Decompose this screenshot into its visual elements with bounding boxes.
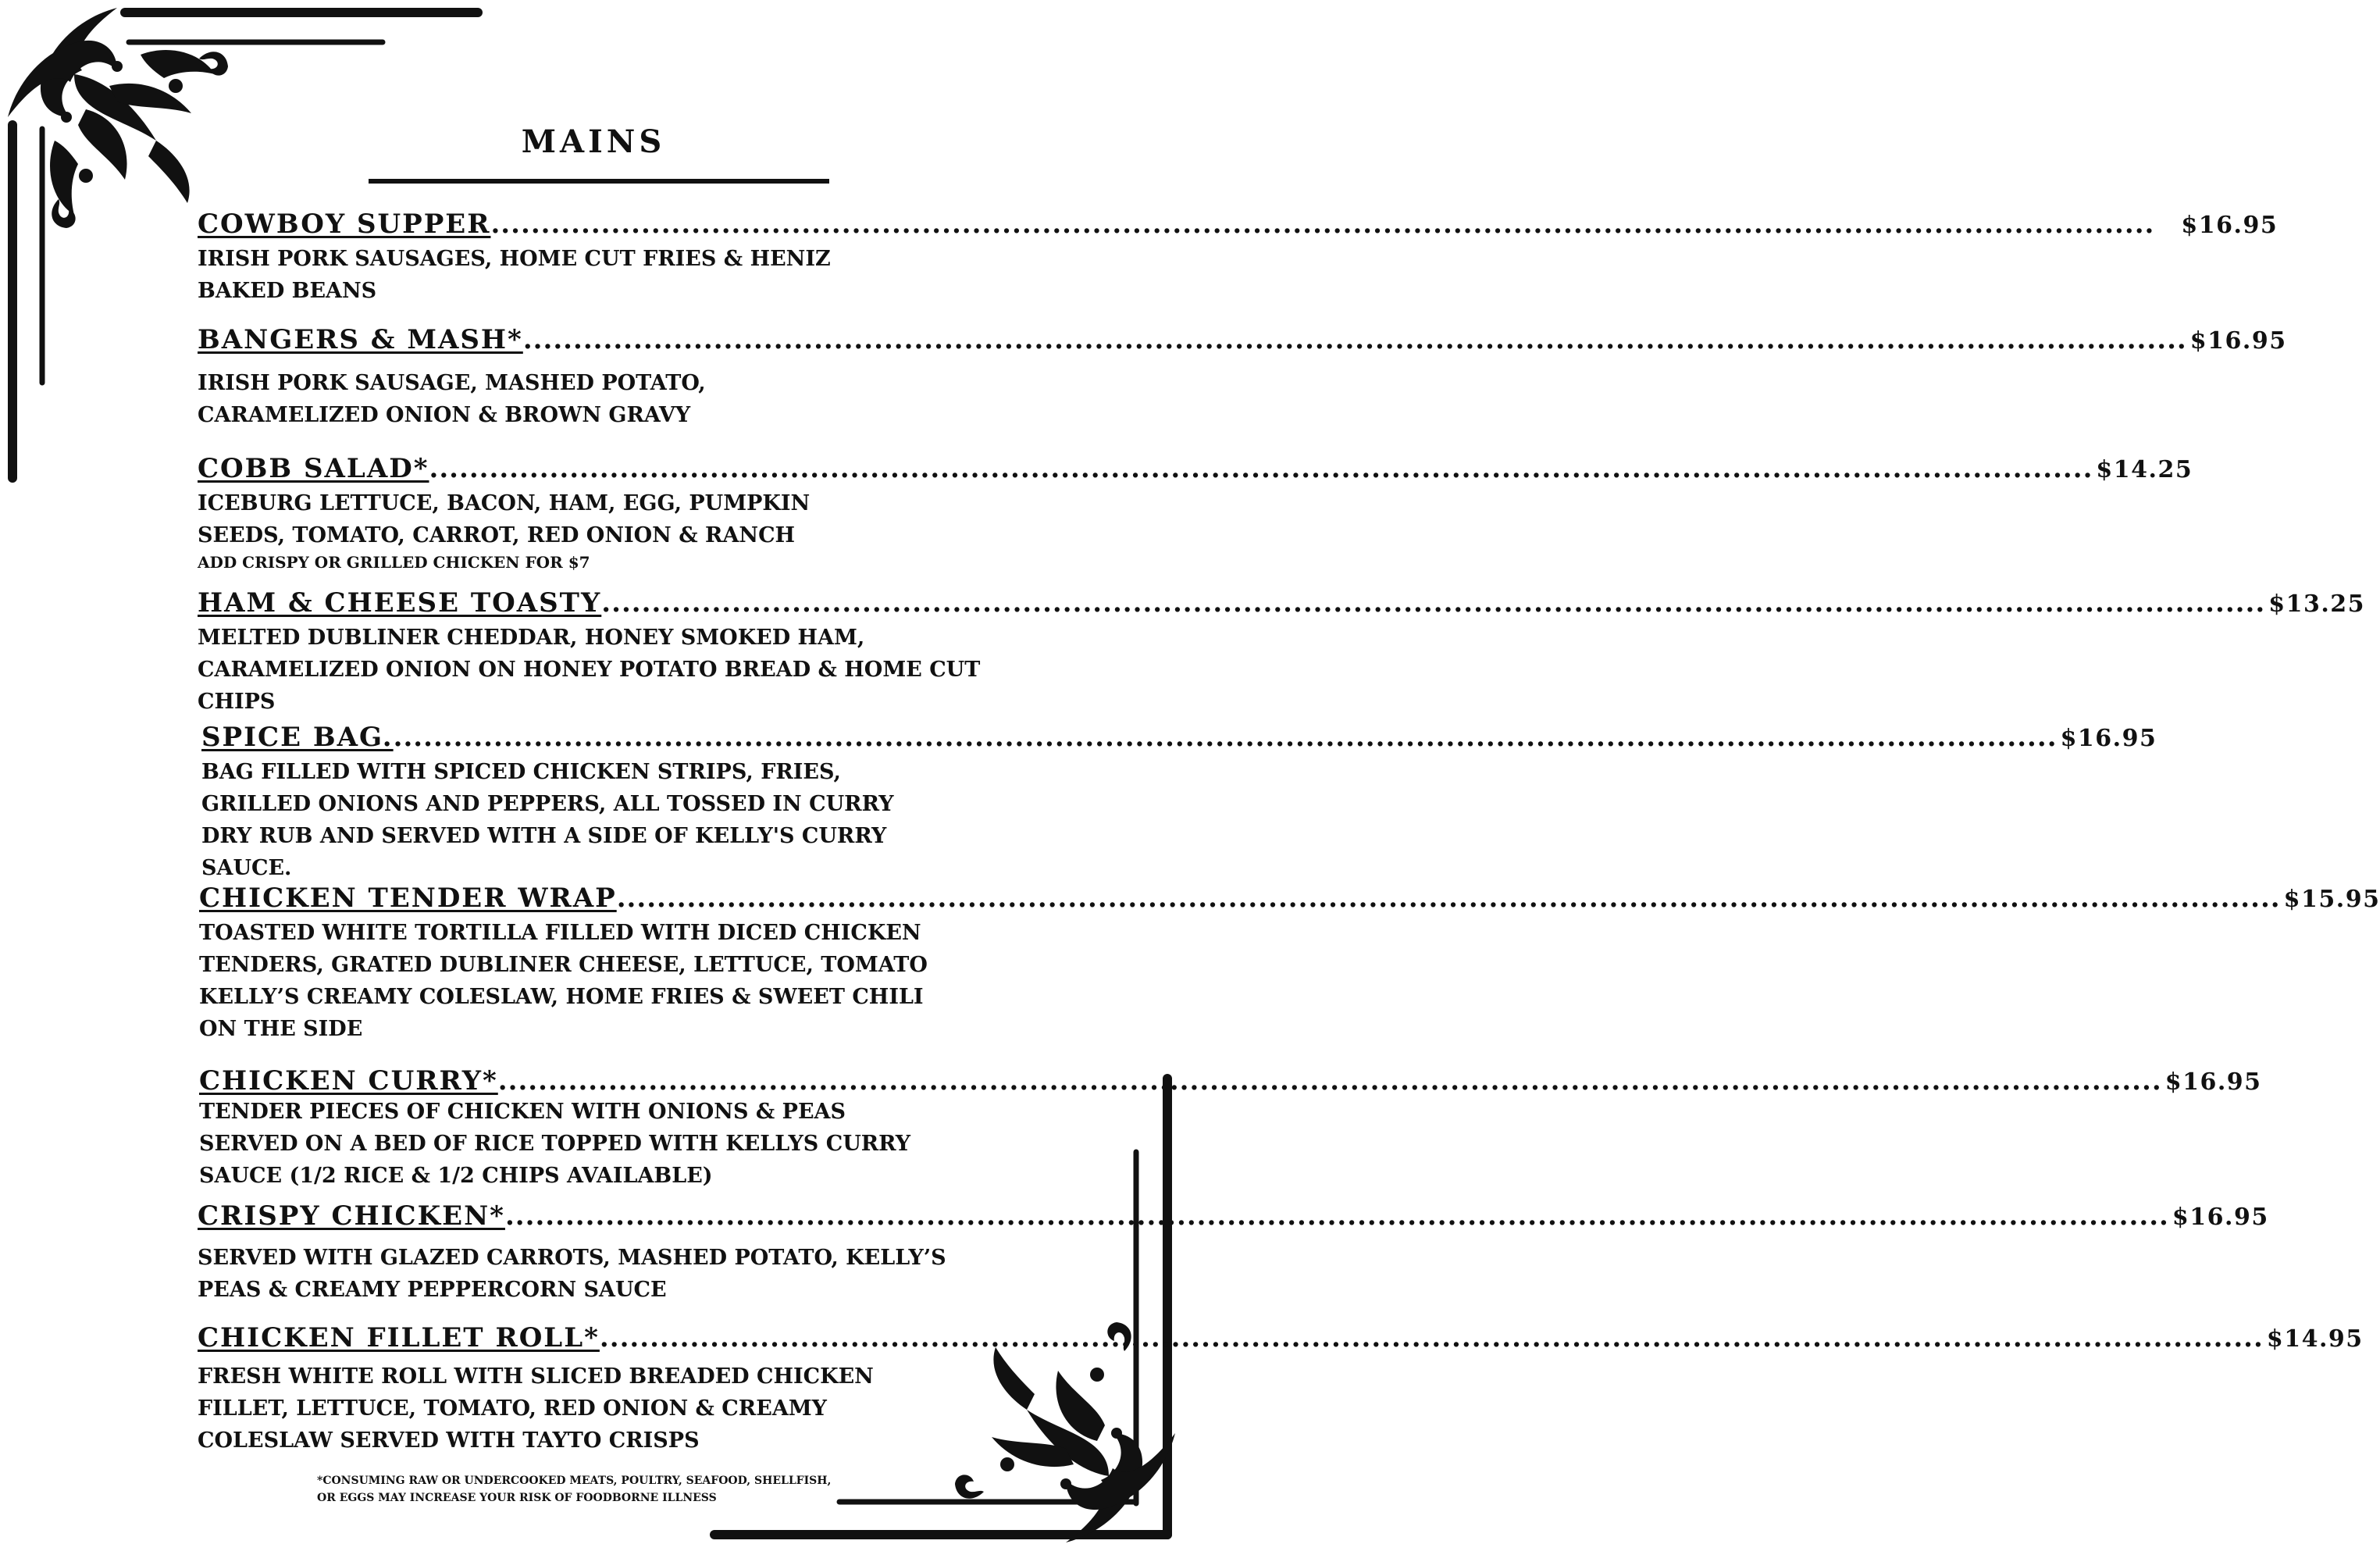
allergy-disclaimer	[317, 1472, 864, 1507]
menu-item-name: CHICKEN CURRY*	[199, 1065, 498, 1097]
dot-leader	[523, 323, 2187, 356]
dot-leader	[505, 1200, 2169, 1232]
menu-item-description: TENDER PIECES OF CHICKEN WITH ONIONS & PEAS SERVED ON A BED OF RICE TOPPED WITH KELLYS CURRY SAUCE (1/2 RICE & 1/2 CHIPS AVAILABLE)	[199, 1100, 911, 1188]
menu-item-name: SPICE BAG.	[201, 722, 394, 753]
menu-item-price: $16.95	[2189, 327, 2287, 355]
menu-item-description: BAG FILLED WITH SPICED CHICKEN STRIPS, FRIES, GRILLED ONIONS AND PEPPERS, ALL TOSSED IN CURRY DRY RUB AND SERVED WITH A SIDE OF KELLY'S CURRY SAUCE.	[201, 760, 894, 880]
disclaimer-line: OR EGGS MAY INCREASE YOUR RISK OF FOODBORNE ILLNESS	[317, 1492, 717, 1504]
dot-leader	[394, 721, 2058, 754]
menu-item	[198, 452, 2193, 573]
menu-item-name: COWBOY SUPPER	[198, 209, 491, 240]
menu-item-addon-note: ADD CRISPY OR GRILLED CHICKEN FOR $7	[198, 553, 590, 572]
menu-item-description: ICEBURG LETTUCE, BACON, HAM, EGG, PUMPKIN SEEDS, TOMATO, CARROT, RED ONION & RANCH	[198, 491, 811, 547]
menu-item-price: $16.95	[2181, 212, 2278, 239]
menu-item	[199, 882, 2380, 1045]
menu-item-description: TOASTED WHITE TORTILLA FILLED WITH DICED CHICKEN TENDERS, GRATED DUBLINER CHEESE, LETTUCE, TOMATO KELLY’S CREAMY COLESLAW, HOME FRIES & SWEET CHILI ON THE SIDE	[199, 921, 928, 1041]
menu-item-price: $15.95	[2283, 886, 2380, 913]
menu-item-price: $14.95	[2266, 1325, 2364, 1353]
page-title: MAINS	[521, 123, 666, 160]
menu-item-description: FRESH WHITE ROLL WITH SLICED BREADED CHICKEN FILLET, LETTUCE, TOMATO, RED ONION & CREAMY COLESLAW SERVED WITH TAYTO CRISPS	[198, 1364, 874, 1453]
menu-item	[198, 208, 2278, 307]
menu-item-price: $16.95	[2172, 1204, 2269, 1231]
dot-leader	[617, 882, 2281, 915]
menu-item-header	[198, 323, 2287, 358]
menu-item-description: IRISH PORK SAUSAGES, HOME CUT FRIES & HENIZ BAKED BEANS	[198, 247, 831, 303]
menu-item	[198, 323, 2287, 431]
menu-item-header	[198, 1321, 2364, 1356]
menu-item-description: MELTED DUBLINER CHEDDAR, HONEY SMOKED HAM, CARAMELIZED ONION ON HONEY POTATO BREAD & HOME CUT CHIPS	[198, 626, 981, 714]
title-divider	[369, 179, 829, 184]
dot-leader	[490, 208, 2178, 241]
menu-item-header	[199, 882, 2380, 916]
dot-leader	[601, 587, 2265, 619]
menu-item-price: $16.95	[2164, 1068, 2262, 1096]
disclaimer-line: *CONSUMING RAW OR UNDERCOOKED MEATS, POULTRY, SEAFOOD, SHELLFISH,	[317, 1475, 832, 1487]
menu-item	[198, 1321, 2364, 1457]
dot-leader	[498, 1065, 2162, 1097]
menu-item-name: CRISPY CHICKEN*	[198, 1200, 505, 1232]
menu-item-header	[198, 452, 2193, 487]
menu-item-header	[198, 208, 2278, 242]
menu-item-name: HAM & CHEESE TOASTY	[198, 587, 602, 619]
dot-leader	[600, 1321, 2264, 1354]
menu-item-name: COBB SALAD*	[198, 453, 429, 484]
menu-item	[198, 1200, 2269, 1306]
menu-item	[198, 587, 2366, 718]
menu-item-header	[201, 721, 2157, 755]
menu-item-name: CHICKEN FILLET ROLL*	[198, 1322, 600, 1353]
menu-item-description: SERVED WITH GLAZED CARROTS, MASHED POTATO, KELLY’S PEAS & CREAMY PEPPERCORN SAUCE	[198, 1246, 946, 1302]
menu-item-price: $16.95	[2060, 725, 2157, 752]
menu-item-name: CHICKEN TENDER WRAP	[199, 883, 617, 914]
menu-item-price: $14.25	[2096, 456, 2193, 483]
menu-item-description: IRISH PORK SAUSAGE, MASHED POTATO, CARAMELIZED ONION & BROWN GRAVY	[198, 371, 706, 427]
menu-item	[201, 721, 2157, 884]
dot-leader	[429, 452, 2093, 485]
menu-item-price: $13.25	[2268, 590, 2366, 618]
menu-item-name: BANGERS & MASH*	[198, 324, 523, 355]
menu-item	[199, 1065, 2262, 1192]
menu-item-header	[198, 1200, 2269, 1234]
menu-item-header	[199, 1065, 2262, 1099]
menu-item-header	[198, 587, 2366, 621]
